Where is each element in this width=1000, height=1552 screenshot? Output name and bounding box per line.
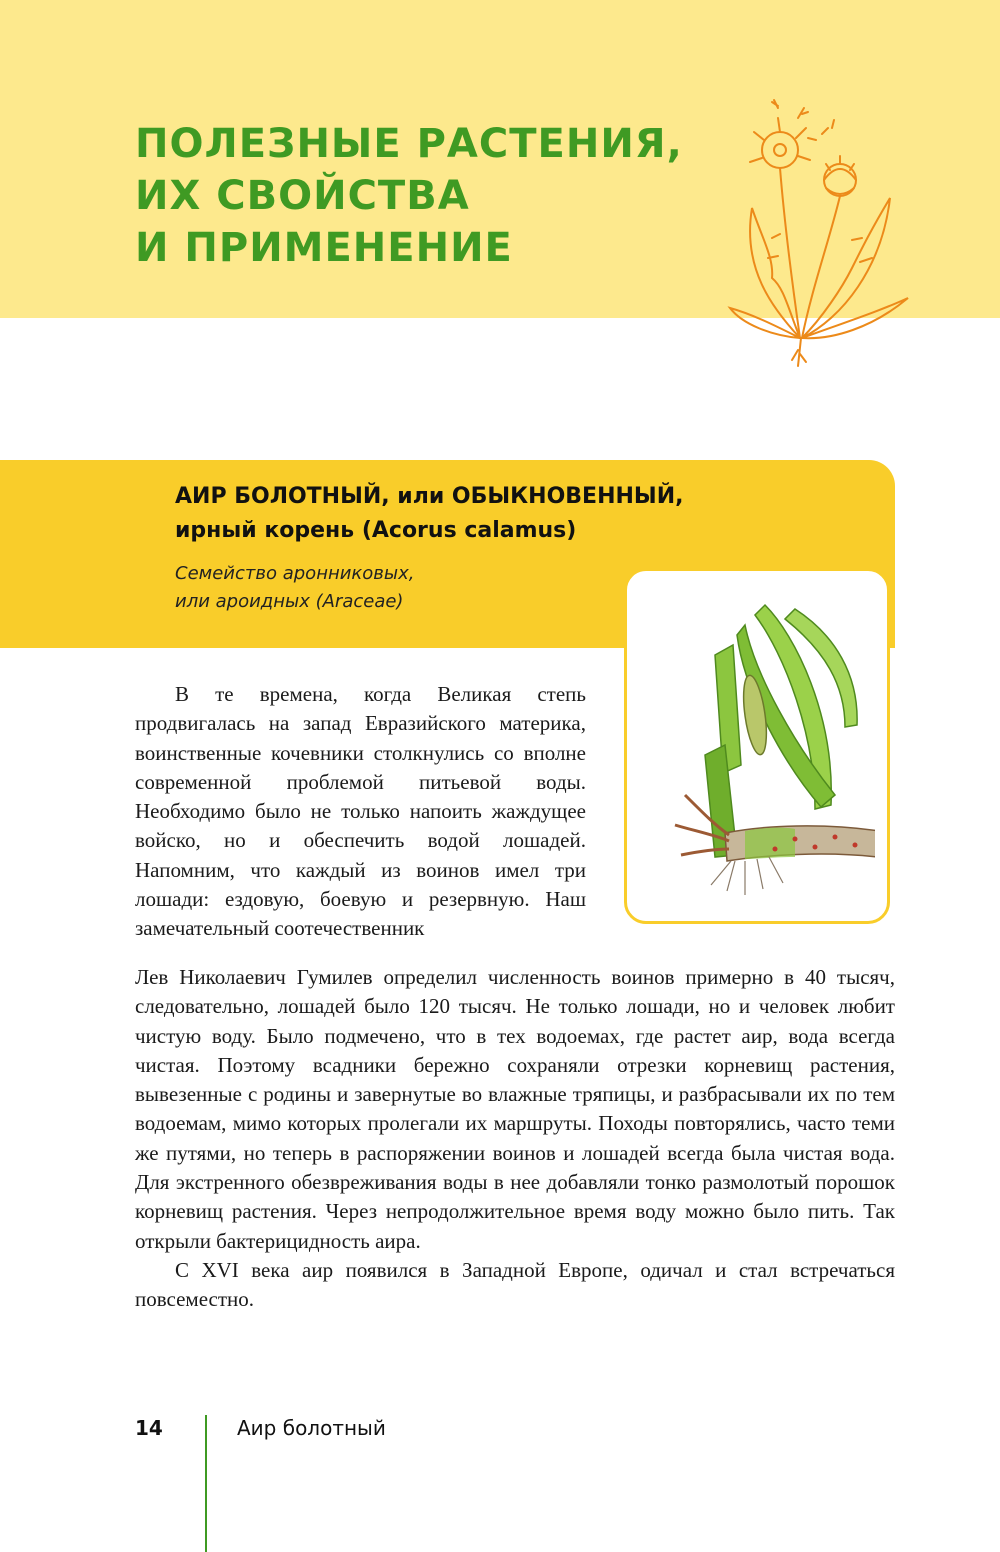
- plant-family-line-2: или ароидных (Araceae): [175, 591, 404, 612]
- article-text-lower: [135, 963, 895, 1315]
- plant-name: [175, 480, 875, 548]
- paragraph-1-lower: Лев Николаевич Гумилев определил численность воинов примерно в 40 тысяч, следовательно, лошадей было 120 тысяч. Не только лошади, но и человек любит чистую воду. Было подмечено, что в тех водоемах, где растет аир, вода всегда чистая. Поэтому всадники бережно сохраняли отрезки корневищ растения, вывезенные с родины и завернутые во влажные тряпицы, и разбрасывали их по тем водоемам, мимо которых пролегали их маршруты. Походы повторялись, часто теми же путями, но теперь в распоряжении воинов и лошадей всегда была чистая вода. Для экстренного обезвреживания воды в нее добавляли тонко размолотый порошок корневищ растения. Через непродолжительное время воду можно было пить. Так открыли бактерицидность аира.: [135, 965, 895, 1253]
- chapter-title-line-3: И ПРИМЕНЕНИЕ: [135, 225, 513, 271]
- plant-illustration-frame: [624, 568, 890, 924]
- dandelion-drawing-icon: [712, 88, 922, 368]
- plant-family: [175, 560, 615, 616]
- chapter-title-line-1: ПОЛЕЗНЫЕ РАСТЕНИЯ,: [135, 121, 683, 167]
- page-number: 14: [135, 1416, 163, 1440]
- chapter-title: [135, 118, 735, 274]
- paragraph-1-upper: В те времена, когда Великая степь продвигалась на запад Евразийского материка, воинственные кочевники столкнулись со вполне современной проблемой питьевой воды. Необходимо было не только напоить жаждущее войско, но и обеспечить водой лошадей. Напомним, что каждый из воинов имел три лошади: ездовую, боевую и резервную. Наш замечательный соотечественник: [135, 682, 586, 941]
- acorus-calamus-illustration: [645, 595, 875, 905]
- paragraph-2: С XVI века аир появился в Западной Европе, одичал и стал встречаться повсеместно.: [135, 1257, 895, 1312]
- article-text-upper: [135, 680, 586, 944]
- plant-name-line-2: ирный корень (Acorus calamus): [175, 518, 577, 543]
- chapter-title-line-2: ИХ СВОЙСТВА: [135, 173, 470, 219]
- footer-divider: [205, 1415, 207, 1552]
- running-head: Аир болотный: [237, 1416, 386, 1440]
- plant-name-line-1: АИР БОЛОТНЫЙ, или ОБЫКНОВЕННЫЙ,: [175, 484, 684, 509]
- plant-family-line-1: Семейство аронниковых,: [175, 563, 415, 584]
